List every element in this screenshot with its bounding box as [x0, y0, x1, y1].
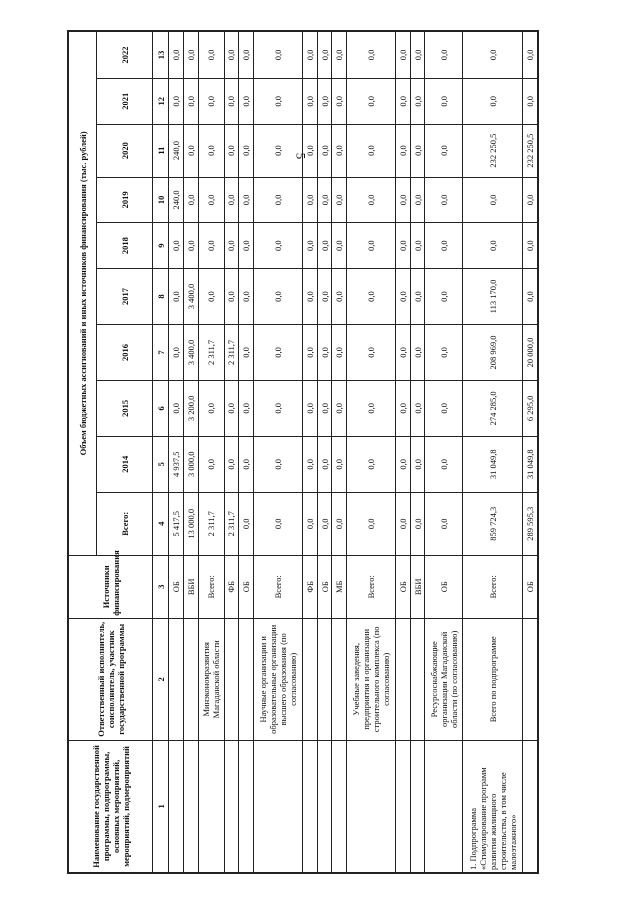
cell-value: 0,0	[317, 436, 332, 492]
cell-value: 0,0	[302, 223, 317, 269]
cell-value: 0,0	[198, 32, 224, 79]
cell-value: 6 295,0	[523, 380, 538, 436]
cell-source: ОБ	[425, 555, 462, 618]
table-row	[395, 32, 410, 873]
header-column-number: 10	[153, 177, 169, 223]
cell-value: 0,0	[410, 324, 425, 380]
cell-name	[332, 740, 347, 872]
cell-value: 0,0	[395, 223, 410, 269]
cell-value: 13 000,0	[183, 492, 198, 555]
header-year: 2017	[97, 269, 153, 325]
cell-value: 0,0	[462, 32, 522, 79]
cell-value: 0,0	[317, 492, 332, 555]
cell-value: 0,0	[410, 124, 425, 177]
cell-value: 208 969,0	[462, 324, 522, 380]
header-year: 2020	[97, 124, 153, 177]
cell-value: 0,0	[410, 223, 425, 269]
cell-value: 0,0	[425, 324, 462, 380]
table-row	[462, 32, 522, 873]
cell-value: 0,0	[302, 492, 317, 555]
cell-value: 0,0	[395, 32, 410, 79]
cell-source: Всего:	[254, 555, 303, 618]
cell-value: 0,0	[317, 223, 332, 269]
cell-value: 0,0	[317, 32, 332, 79]
cell-value: 0,0	[523, 78, 538, 124]
cell-value: 0,0	[254, 436, 303, 492]
cell-value: 0,0	[239, 436, 254, 492]
cell-executor: Всего по подпрограмме	[462, 618, 522, 740]
cell-source: ВБИ	[410, 555, 425, 618]
cell-value: 0,0	[425, 177, 462, 223]
table-row	[347, 32, 396, 873]
cell-value: 3 400,0	[183, 269, 198, 325]
cell-value: 232 250,5	[523, 124, 538, 177]
cell-value: 0,0	[254, 223, 303, 269]
cell-value: 0,0	[425, 436, 462, 492]
cell-value: 0,0	[332, 223, 347, 269]
cell-value: 0,0	[198, 269, 224, 325]
cell-value: 0,0	[395, 124, 410, 177]
cell-value: 0,0	[332, 492, 347, 555]
table-row	[224, 32, 239, 873]
cell-value: 0,0	[169, 32, 184, 79]
cell-value: 0,0	[198, 436, 224, 492]
cell-value: 0,0	[425, 492, 462, 555]
cell-name	[198, 740, 224, 872]
cell-value: 859 724,3	[462, 492, 522, 555]
header-column-number: 8	[153, 269, 169, 325]
cell-value: 0,0	[254, 380, 303, 436]
cell-value: 0,0	[302, 78, 317, 124]
cell-value: 3 000,0	[183, 436, 198, 492]
header-column-number: 7	[153, 324, 169, 380]
table-row	[425, 32, 462, 873]
cell-executor	[169, 618, 184, 740]
cell-value: 0,0	[462, 177, 522, 223]
cell-name	[523, 740, 538, 872]
cell-value: 0,0	[317, 124, 332, 177]
cell-value: 0,0	[239, 78, 254, 124]
cell-value: 240,0	[169, 124, 184, 177]
cell-name	[254, 740, 303, 872]
header-column-number: 9	[153, 223, 169, 269]
cell-value: 0,0	[425, 380, 462, 436]
cell-value: 0,0	[224, 380, 239, 436]
header-year: 2021	[97, 78, 153, 124]
cell-value: 0,0	[239, 492, 254, 555]
cell-value: 0,0	[224, 32, 239, 79]
cell-value: 0,0	[332, 177, 347, 223]
cell-value: 0,0	[347, 32, 396, 79]
cell-value: 0,0	[254, 269, 303, 325]
cell-executor	[523, 618, 538, 740]
cell-value: 2 311,7	[198, 492, 224, 555]
cell-value: 0,0	[410, 269, 425, 325]
cell-value: 0,0	[347, 78, 396, 124]
cell-value: 0,0	[183, 223, 198, 269]
cell-executor: Научные организации и образовательные организации высшего образования (по согласованию)	[254, 618, 303, 740]
cell-value: 0,0	[425, 32, 462, 79]
cell-value: 0,0	[425, 223, 462, 269]
cell-value: 0,0	[395, 177, 410, 223]
cell-value: 0,0	[224, 124, 239, 177]
cell-executor	[224, 618, 239, 740]
cell-value: 3 400,0	[183, 324, 198, 380]
cell-value: 0,0	[224, 436, 239, 492]
cell-name	[317, 740, 332, 872]
cell-source: МБ	[332, 555, 347, 618]
cell-executor	[410, 618, 425, 740]
cell-value: 0,0	[425, 78, 462, 124]
header-year: 2022	[97, 32, 153, 79]
cell-value: 0,0	[523, 32, 538, 79]
cell-value: 0,0	[317, 78, 332, 124]
cell-value: 0,0	[198, 223, 224, 269]
cell-value: 0,0	[410, 32, 425, 79]
cell-value: 0,0	[425, 269, 462, 325]
cell-value: 0,0	[410, 492, 425, 555]
cell-source: ОБ	[395, 555, 410, 618]
cell-name	[410, 740, 425, 872]
page-number: 5	[293, 152, 309, 160]
cell-executor	[332, 618, 347, 740]
header-year: 2015	[97, 380, 153, 436]
cell-value: 0,0	[183, 124, 198, 177]
cell-source: ОБ	[239, 555, 254, 618]
cell-value: 3 200,0	[183, 380, 198, 436]
cell-value: 0,0	[395, 324, 410, 380]
header-column-number: 4	[153, 492, 169, 555]
cell-value: 289 595,3	[523, 492, 538, 555]
table-row	[198, 32, 224, 873]
cell-value: 0,0	[332, 32, 347, 79]
cell-value: 0,0	[224, 78, 239, 124]
cell-value: 0,0	[523, 269, 538, 325]
cell-value: 0,0	[239, 223, 254, 269]
table-row	[317, 32, 332, 873]
header-column-number: 13	[153, 32, 169, 79]
cell-value: 0,0	[317, 324, 332, 380]
cell-source: ФБ	[224, 555, 239, 618]
cell-name: 1. Подпрограмма «Стимулирование программ развития жилищного строительства, в том числе малоэтажного»	[462, 740, 522, 872]
cell-executor: Ресурсоснабжающие организации Магаданской области (по согласованию)	[425, 618, 462, 740]
cell-value: 0,0	[254, 177, 303, 223]
cell-value: 0,0	[395, 380, 410, 436]
cell-value: 0,0	[395, 436, 410, 492]
cell-value: 0,0	[302, 380, 317, 436]
cell-value: 0,0	[198, 177, 224, 223]
cell-source: ОБ	[169, 555, 184, 618]
header-column-number: 12	[153, 78, 169, 124]
cell-value: 232 250,5	[462, 124, 522, 177]
cell-value: 0,0	[198, 124, 224, 177]
header-column-number: 3	[153, 555, 169, 618]
cell-value: 0,0	[254, 324, 303, 380]
cell-value: 0,0	[332, 380, 347, 436]
header-year: 2019	[97, 177, 153, 223]
cell-value: 0,0	[410, 380, 425, 436]
cell-value: 0,0	[347, 436, 396, 492]
cell-value: 0,0	[410, 177, 425, 223]
cell-name	[395, 740, 410, 872]
cell-value: 0,0	[239, 380, 254, 436]
cell-name	[183, 740, 198, 872]
cell-name	[239, 740, 254, 872]
cell-name	[224, 740, 239, 872]
cell-value: 0,0	[317, 380, 332, 436]
cell-value: 113 170,0	[462, 269, 522, 325]
cell-name	[347, 740, 396, 872]
cell-value: 0,0	[302, 177, 317, 223]
header-year: Всего:	[97, 492, 153, 555]
cell-value: 0,0	[395, 78, 410, 124]
cell-executor: Учебные заведения, предприятия и организации строительного комплекса (по согласованию)	[347, 618, 396, 740]
cell-value: 0,0	[395, 492, 410, 555]
cell-value: 0,0	[198, 380, 224, 436]
cell-value: 0,0	[347, 380, 396, 436]
cell-value: 0,0	[302, 32, 317, 79]
cell-value: 0,0	[254, 32, 303, 79]
cell-value: 0,0	[347, 269, 396, 325]
cell-executor	[302, 618, 317, 740]
header-column-number: 11	[153, 124, 169, 177]
header-year: 2016	[97, 324, 153, 380]
cell-value: 0,0	[332, 269, 347, 325]
cell-value: 0,0	[224, 269, 239, 325]
funding-table	[68, 31, 538, 873]
cell-value: 0,0	[317, 269, 332, 325]
cell-value: 0,0	[183, 32, 198, 79]
cell-value: 0,0	[169, 324, 184, 380]
header-column-number: 1	[153, 740, 169, 872]
cell-value: 5 417,5	[169, 492, 184, 555]
cell-value: 0,0	[169, 223, 184, 269]
cell-value: 0,0	[183, 78, 198, 124]
cell-value: 0,0	[239, 32, 254, 79]
table-row	[183, 32, 198, 873]
cell-value: 31 049,8	[523, 436, 538, 492]
cell-value: 0,0	[224, 223, 239, 269]
cell-value: 0,0	[332, 324, 347, 380]
table-row	[410, 32, 425, 873]
document-sheet	[67, 30, 539, 874]
cell-value: 0,0	[410, 78, 425, 124]
cell-value: 0,0	[239, 324, 254, 380]
cell-executor	[239, 618, 254, 740]
header-year: 2018	[97, 223, 153, 269]
cell-value: 0,0	[332, 78, 347, 124]
cell-source: ВБИ	[183, 555, 198, 618]
cell-value: 0,0	[302, 436, 317, 492]
cell-value: 0,0	[183, 177, 198, 223]
cell-value: 0,0	[239, 177, 254, 223]
cell-value: 20 000,0	[523, 324, 538, 380]
header-name: Наименование государственной программы, подпрограммы, основных мероприятий, мероприятий, подмероприятий	[69, 740, 153, 872]
cell-value: 0,0	[523, 177, 538, 223]
table-row	[523, 32, 538, 873]
cell-value: 0,0	[302, 269, 317, 325]
cell-value: 4 937,5	[169, 436, 184, 492]
cell-value: 0,0	[410, 436, 425, 492]
cell-value: 0,0	[347, 223, 396, 269]
cell-value: 0,0	[169, 269, 184, 325]
cell-value: 0,0	[425, 124, 462, 177]
cell-value: 0,0	[254, 78, 303, 124]
cell-value: 0,0	[462, 78, 522, 124]
header-year: 2014	[97, 436, 153, 492]
cell-value: 0,0	[347, 177, 396, 223]
cell-value: 0,0	[302, 324, 317, 380]
cell-value: 0,0	[332, 436, 347, 492]
cell-executor	[183, 618, 198, 740]
table-row	[254, 32, 303, 873]
cell-executor	[395, 618, 410, 740]
cell-value: 0,0	[317, 177, 332, 223]
cell-name	[169, 740, 184, 872]
cell-value: 0,0	[224, 177, 239, 223]
cell-value: 0,0	[254, 492, 303, 555]
cell-value: 0,0	[462, 223, 522, 269]
table-row	[239, 32, 254, 873]
cell-value: 274 285,0	[462, 380, 522, 436]
cell-value: 2 311,7	[224, 324, 239, 380]
header-executor: Ответственный исполнитель, соисполнитель, участник государственной программы	[69, 618, 153, 740]
cell-value: 0,0	[395, 269, 410, 325]
cell-name	[302, 740, 317, 872]
cell-value: 240,0	[169, 177, 184, 223]
cell-value: 31 049,8	[462, 436, 522, 492]
cell-source: ОБ	[523, 555, 538, 618]
cell-value: 2 311,7	[224, 492, 239, 555]
cell-source: Всего:	[198, 555, 224, 618]
cell-source: ОБ	[317, 555, 332, 618]
cell-source: Всего:	[462, 555, 522, 618]
cell-executor	[317, 618, 332, 740]
cell-value: 0,0	[239, 269, 254, 325]
cell-value: 0,0	[523, 223, 538, 269]
header-column-number: 2	[153, 618, 169, 740]
cell-value: 0,0	[254, 124, 303, 177]
cell-name	[425, 740, 462, 872]
header-column-number: 6	[153, 380, 169, 436]
table-row	[332, 32, 347, 873]
cell-executor: Минэкономразвития Магаданской области	[198, 618, 224, 740]
table-row	[302, 32, 317, 873]
cell-value: 2 311,7	[198, 324, 224, 380]
cell-value: 0,0	[169, 380, 184, 436]
cell-value: 0,0	[347, 492, 396, 555]
header-source: Источники финансирования	[69, 555, 153, 618]
table-row	[169, 32, 184, 873]
header-funding-group: Объем бюджетных ассигнований и иных источников финансирования (тыс. рублей)	[69, 32, 97, 556]
cell-value: 0,0	[302, 124, 317, 177]
cell-value: 0,0	[169, 78, 184, 124]
rotated-table-wrapper	[68, 31, 538, 873]
cell-value: 0,0	[347, 124, 396, 177]
cell-source: Всего:	[347, 555, 396, 618]
cell-value: 0,0	[332, 124, 347, 177]
cell-value: 0,0	[347, 324, 396, 380]
cell-value: 0,0	[198, 78, 224, 124]
header-column-number: 5	[153, 436, 169, 492]
cell-source: ФБ	[302, 555, 317, 618]
cell-value: 0,0	[239, 124, 254, 177]
